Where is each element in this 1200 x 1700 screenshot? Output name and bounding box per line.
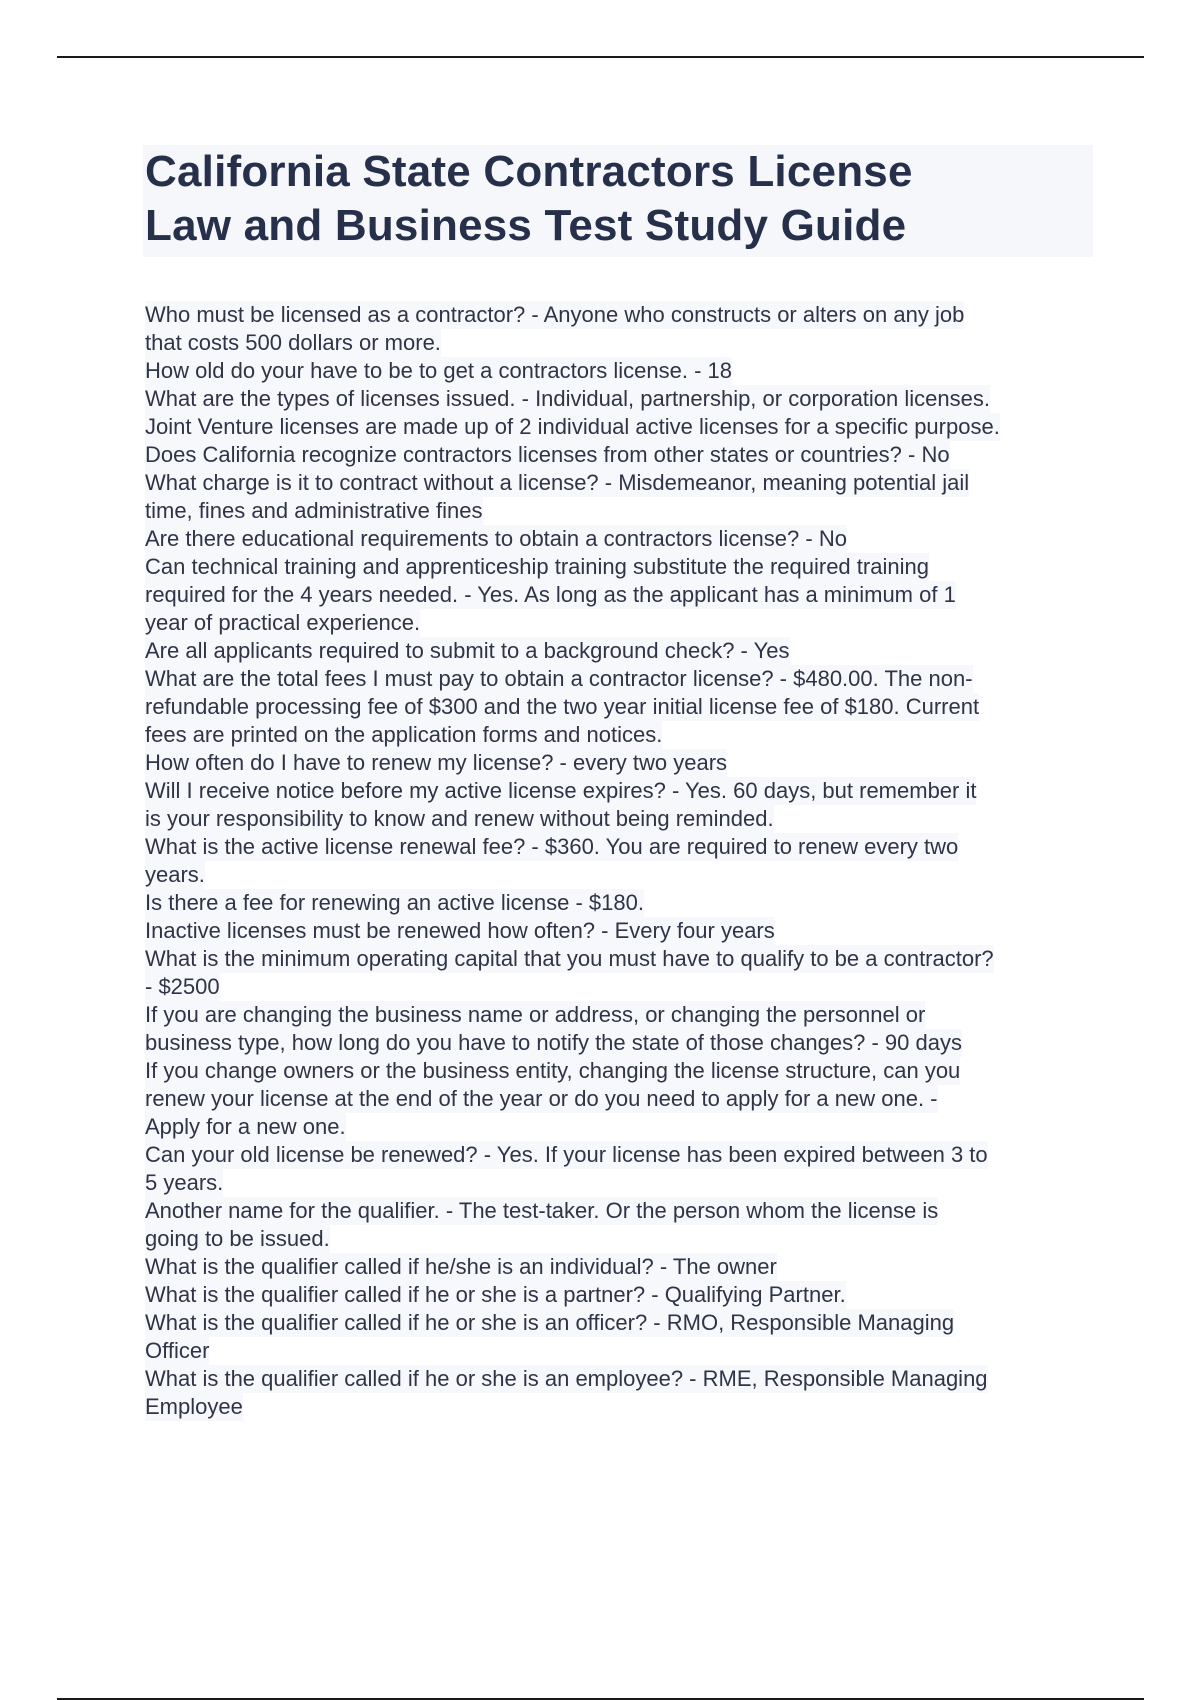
qa-line: What is the qualifier called if he or she is a partner? - Qualifying Partner. [145,1282,846,1307]
qa-line: 5 years. [145,1170,224,1195]
qa-line: How old do your have to be to get a contractors license. - 18 [145,358,732,383]
qa-line: What charge is it to contract without a license? - Misdemeanor, meaning potential jail [145,470,970,495]
qa-line: Another name for the qualifier. - The test-taker. Or the person whom the license is [145,1198,939,1223]
qa-item [145,469,1097,525]
qa-item [145,749,1097,777]
qa-line: Are all applicants required to submit to a background check? - Yes [145,638,790,663]
qa-item [145,1281,1097,1309]
top-rule [57,56,1144,58]
qa-line: fees are printed on the application forms and notices. [145,722,663,747]
qa-line: years. [145,862,205,887]
qa-item [145,1253,1097,1281]
qa-line: - $2500 [145,974,220,999]
qa-item [145,357,1097,385]
qa-line: What is the qualifier called if he/she is an individual? - The owner [145,1254,777,1279]
qa-item [145,385,1097,441]
qa-line: If you change owners or the business entity, changing the license structure, can you [145,1058,961,1083]
qa-line: Is there a fee for renewing an active license - $180. [145,890,644,915]
qa-line: going to be issued. [145,1226,330,1251]
document-title [143,145,1093,257]
qa-line: If you are changing the business name or address, or changing the personnel or [145,1002,926,1027]
qa-line: Apply for a new one. [145,1114,346,1139]
qa-line: Can your old license be renewed? - Yes. If your license has been expired between 3 to [145,1142,988,1167]
qa-line: Will I receive notice before my active license expires? - Yes. 60 days, but remember it [145,778,977,803]
qa-line: Joint Venture licenses are made up of 2 individual active licenses for a specific purpose. [145,414,1000,439]
title-line-2: Law and Business Test Study Guide [145,201,907,250]
qa-item [145,441,1097,469]
qa-line: renew your license at the end of the year or do you need to apply for a new one. - [145,1086,938,1111]
qa-line: Employee [145,1394,243,1419]
qa-line: What is the minimum operating capital that you must have to qualify to be a contractor? [145,946,994,971]
qa-line: business type, how long do you have to notify the state of those changes? - 90 days [145,1030,962,1055]
qa-item [145,889,1097,917]
qa-line: Are there educational requirements to obtain a contractors license? - No [145,526,847,551]
qa-line: Inactive licenses must be renewed how often? - Every four years [145,918,775,943]
qa-item [145,1141,1097,1197]
qa-item [145,301,1097,357]
qa-line: What is the qualifier called if he or she is an officer? - RMO, Responsible Managing [145,1310,955,1335]
qa-line: time, fines and administrative fines [145,498,483,523]
qa-item [145,1001,1097,1057]
qa-item [145,1057,1097,1141]
qa-line: How often do I have to renew my license? - every two years [145,750,728,775]
qa-item [145,917,1097,945]
qa-item [145,777,1097,833]
qa-line: required for the 4 years needed. - Yes. As long as the applicant has a minimum of 1 [145,582,956,607]
qa-line: refundable processing fee of $300 and the two year initial license fee of $180. Current [145,694,980,719]
qa-line: What are the total fees I must pay to obtain a contractor license? - $480.00. The non- [145,666,973,691]
qa-item [145,553,1097,637]
qa-line: Who must be licensed as a contractor? - Anyone who constructs or alters on any job [145,302,965,327]
qa-item [145,1365,1097,1421]
qa-line: Does California recognize contractors licenses from other states or countries? - No [145,442,950,467]
qa-item [145,637,1097,665]
qa-item [145,833,1097,889]
title-line-1: California State Contractors License [145,147,913,196]
qa-line: year of practical experience. [145,610,421,635]
qa-line: What is the qualifier called if he or she is an employee? - RME, Responsible Managing [145,1366,988,1391]
qa-item [145,945,1097,1001]
qa-line: What are the types of licenses issued. - Individual, partnership, or corporation licenses. [145,386,990,411]
qa-line: Can technical training and apprenticeship training substitute the required training [145,554,929,579]
qa-line: Officer [145,1338,210,1363]
qa-item [145,1309,1097,1365]
qa-line: is your responsibility to know and renew without being reminded. [145,806,774,831]
qa-line: What is the active license renewal fee? - $360. You are required to renew every two [145,834,959,859]
qa-item [145,1197,1097,1253]
qa-line: that costs 500 dollars or more. [145,330,441,355]
qa-item [145,665,1097,749]
qa-item [145,525,1097,553]
qa-list [145,301,1097,1421]
